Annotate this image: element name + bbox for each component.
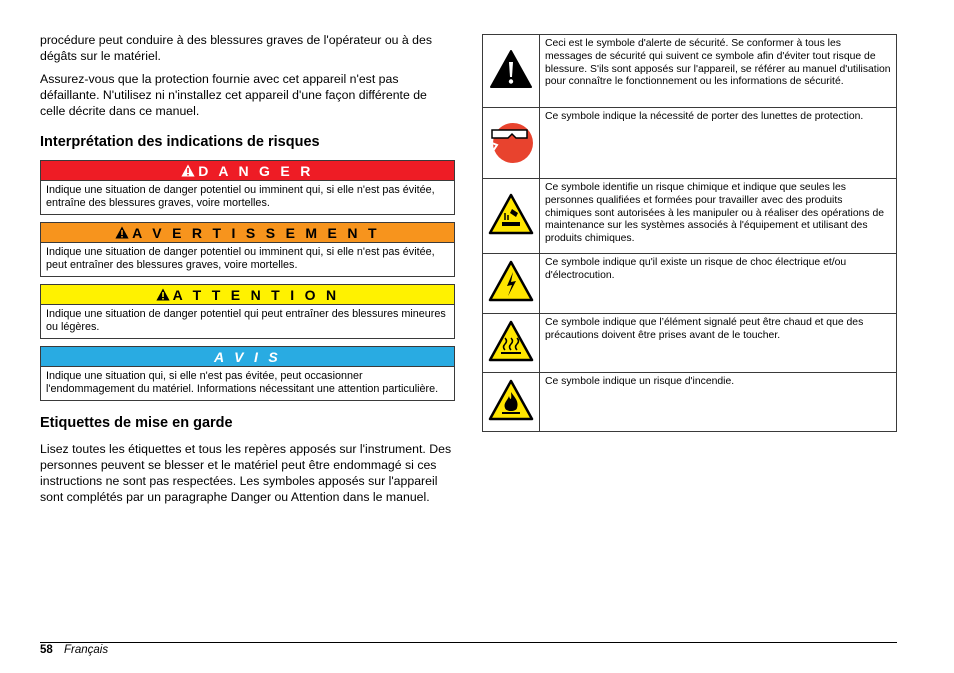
symbol-description: Ce symbole identifie un risque chimique et indique que seules les personnes qualifiées et formées pour travailler avec des produits chimiques sont autorisées à les manipuler ou à réaliser des opérations de maintenance sur les systèmes associés à l'équipement et utilisant des produits chimiques. [540,179,897,254]
warning-text: Indique une situation de danger potentiel ou imminent qui, si elle n'est pas évitée, peut entraîner des blessures graves, voire mortelles. [46,246,435,271]
symbol-description: Ceci est le symbole d'alerte de sécurité. Se conformer à tous les messages de sécurité qui suivent ce symbole afin d'éviter tout risque de blessure. S'ils sont apposés sur l'appareil, se référer au manuel d'utilisation pour connaître le fonctionnement ou les informations de sécurité. [540,35,897,108]
symbol-description: Ce symbole indique la nécessité de porter des lunettes de protection. [540,108,897,179]
notice-box [40,346,455,401]
warning-triangle-icon [181,164,195,177]
table-row [483,35,897,108]
danger-title: D A N G E R [198,162,314,179]
notice-header [41,347,454,367]
caution-text: Indique une situation de danger potentiel qui peut entraîner des blessures mineures ou légères. [46,308,446,333]
warning-triangle-icon [156,288,170,301]
intro-paragraph-2: Assurez-vous que la protection fournie avec cet appareil n'est pas défaillante. N'utilisez ni n'installez cet appareil d'une façon différente de celle décrite dans ce manuel. [40,72,427,118]
footer-language: Français [64,644,109,656]
caution-box [40,284,455,339]
hot-surface-icon [488,320,534,362]
caution-title: A T T E N T I O N [172,286,340,303]
safety-alert-icon [489,49,533,89]
symbol-description: Ce symbole indique que l’élément signalé peut être chaud et que des précautions doivent être prises avant de le toucher. [540,314,897,373]
labels-heading: Etiquettes de mise en garde [40,415,233,431]
symbols-table [482,34,897,432]
notice-text: Indique une situation qui, si elle n'est pas évitée, peut occasionner l'endommagement du matériel. Informations nécessitant une attention particulière. [46,370,439,395]
table-row [483,314,897,373]
table-row [483,373,897,432]
caution-header [41,285,454,305]
intro-paragraph-1: procédure peut conduire à des blessures graves de l'opérateur ou à des dégâts sur le matériel. [40,33,432,63]
footer-divider [40,642,897,643]
symbol-cell [483,254,540,314]
symbol-cell [483,108,540,179]
symbol-cell [483,35,540,108]
left-column [40,32,455,512]
warning-triangle-icon [115,226,129,239]
warning-title: A V E R T I S S E M E N T [132,224,380,241]
symbol-cell [483,179,540,254]
danger-header [41,161,454,181]
symbol-description: Ce symbole indique un risque d'incendie. [540,373,897,432]
symbol-cell [483,314,540,373]
fire-hazard-icon [488,379,534,421]
eye-protection-icon [487,113,535,169]
symbol-description: Ce symbole indique qu'il existe un risque de choc électrique et/ou d'électrocution. [540,254,897,314]
table-row [483,254,897,314]
labels-paragraph: Lisez toutes les étiquettes et tous les repères apposés sur l'instrument. Des personnes peuvent se blesser et le matériel peut être endommagé si ces instructions ne sont pas respectées. Les symboles apposés sur l'appareil sont complétés par un paragraphe Danger ou Attention dans le manuel. [40,442,452,504]
danger-text: Indique une situation de danger potentiel ou imminent qui, si elle n'est pas évitée, entraîne des blessures graves, voire mortelles. [46,184,435,209]
warning-header [41,223,454,243]
table-row [483,179,897,254]
chemical-hazard-icon [488,193,534,235]
footer [40,644,108,656]
danger-box [40,160,455,215]
page-number: 58 [40,644,53,656]
warning-box [40,222,455,277]
hazards-heading: Interprétation des indications de risques [40,134,320,150]
table-row [483,108,897,179]
notice-title: A V I S [214,348,281,365]
symbol-cell [483,373,540,432]
electric-shock-icon [488,260,534,302]
